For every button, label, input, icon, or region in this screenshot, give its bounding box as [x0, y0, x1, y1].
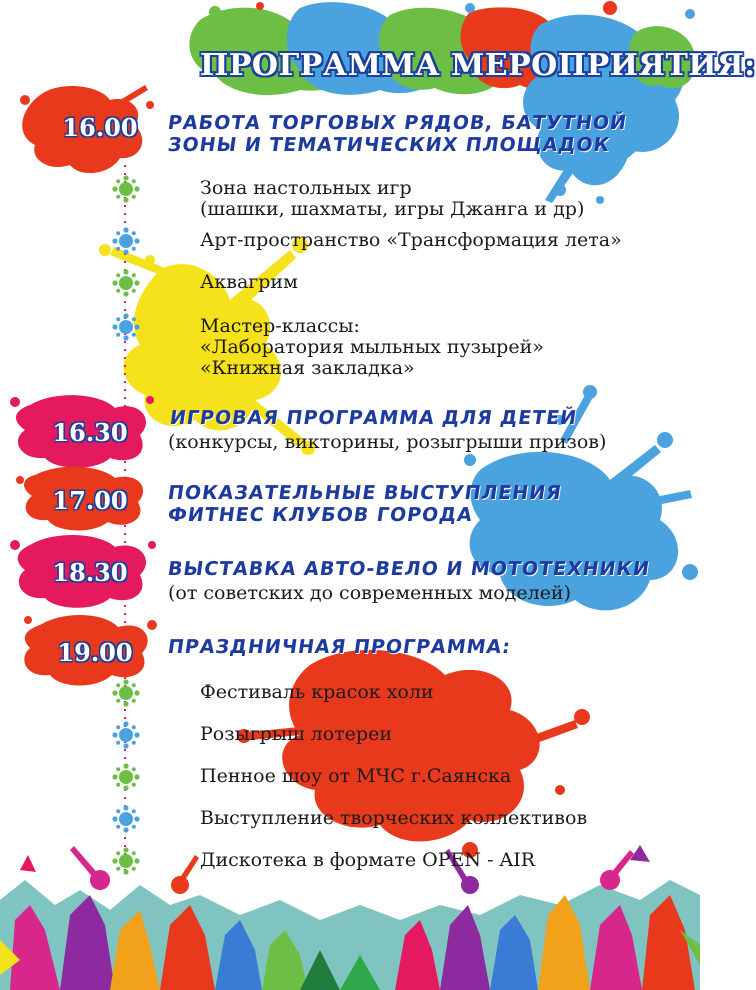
program-item-text: Выступление творческих коллективов [200, 807, 588, 829]
program-item-text: Дискотека в формате OPEN - AIR [200, 849, 536, 871]
section-heading: ИГРОВАЯ ПРОГРАММА ДЛЯ ДЕТЕЙ [168, 407, 579, 429]
page-title: ПРОГРАММА МЕРОПРИЯТИЯ: [200, 48, 756, 83]
time-label: 16.00 [62, 113, 138, 142]
section-subtitle: (от советских до современных моделей) [168, 582, 572, 604]
blue-splash-bullet-icon [109, 224, 143, 258]
program-item-text: Аквагрим [200, 271, 298, 293]
section-heading: ПОКАЗАТЕЛЬНЫЕ ВЫСТУПЛЕНИЯ [166, 482, 564, 504]
program-item-text: Мастер-классы: [200, 315, 360, 337]
section-heading: ФИТНЕС КЛУБОВ ГОРОДА [166, 504, 475, 526]
green-splash-bullet-icon [109, 676, 143, 710]
program-item-text: Розыгрыш лотереи [200, 723, 392, 745]
time-label: 17.00 [52, 486, 128, 515]
blue-splash-bullet-icon [109, 310, 143, 344]
program-item-text: Арт-пространство «Трансформация лета» [200, 229, 622, 251]
blue-splash-bullet-icon [109, 718, 143, 752]
program-item-text: Фестиваль красок холи [200, 681, 434, 703]
blue-splash-bullet-icon [109, 802, 143, 836]
program-item-text: Зона настольных игр [200, 177, 412, 199]
green-splash-bullet-icon [109, 760, 143, 794]
time-label: 19.00 [57, 638, 133, 667]
section-subtitle: (конкурсы, викторины, розыгрыши призов) [168, 431, 607, 453]
section-heading: ВЫСТАВКА АВТО-ВЕЛО И МОТОТЕХНИКИ [166, 558, 652, 580]
time-label: 16.30 [52, 418, 128, 447]
section-heading: ПРАЗДНИЧНАЯ ПРОГРАММА: [166, 636, 513, 658]
program-item-text: «Лаборатория мыльных пузырей» [200, 336, 544, 358]
section-heading: ЗОНЫ И ТЕМАТИЧЕСКИХ ПЛОЩАДОК [166, 134, 612, 156]
green-splash-bullet-icon [109, 844, 143, 878]
section-heading: РАБОТА ТОРГОВЫХ РЯДОВ, БАТУТНОЙ [166, 112, 629, 134]
green-splash-bullet-icon [109, 266, 143, 300]
program-item-text: Пенное шоу от МЧС г.Саянска [200, 765, 512, 787]
program-item-text: «Книжная закладка» [200, 357, 415, 379]
time-label: 18.30 [52, 558, 128, 587]
program-item-text: (шашки, шахматы, игры Джанга и др) [200, 198, 585, 220]
green-splash-bullet-icon [109, 172, 143, 206]
